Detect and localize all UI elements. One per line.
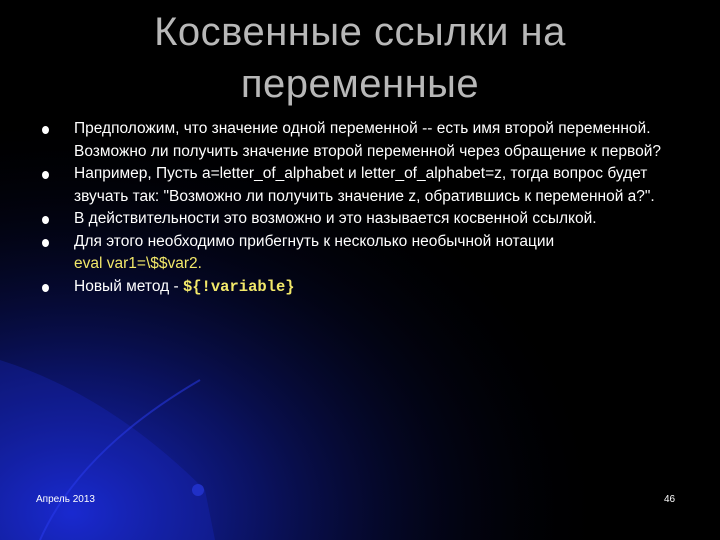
code-snippet: ${!variable}: [182, 277, 295, 296]
bullet-item: [42, 163, 672, 208]
bullet-text: Предположим, что значение одной переменной -- есть имя второй переменной. Возможно ли получить значение второй переменной через обращение к первой?: [74, 120, 661, 160]
page-number: 46: [664, 494, 676, 505]
footer-date: Апрель 2013: [36, 494, 95, 505]
bullet-text: В действительности это возможно и это называется косвенной ссылкой.: [74, 210, 597, 227]
decorative-dot: [192, 484, 204, 496]
bullet-item: [42, 208, 672, 231]
code-snippet: eval var1=\$$var2.: [74, 255, 202, 272]
bullet-list: [42, 118, 672, 298]
slide-title: [100, 6, 620, 110]
bullet-text: Новый метод -: [74, 277, 183, 295]
bullet-icon: [42, 239, 49, 247]
bullet-icon: [42, 216, 49, 224]
bullet-item: [42, 231, 672, 276]
title-line-2: переменные: [240, 62, 480, 106]
bullet-text: Например, Пусть a=letter_of_alphabet и letter_of_alphabet=z, тогда вопрос будет звучать так: "Возможно ли получить значение z, обратившись к переменной a?".: [74, 165, 655, 205]
bullet-item: [42, 276, 672, 299]
bullet-icon: [42, 171, 49, 179]
bullet-icon: [42, 126, 49, 134]
bullet-icon: [42, 284, 49, 292]
bullet-item: [42, 118, 672, 163]
title-line-1: Косвенные ссылки на: [154, 10, 566, 54]
bullet-text: Для этого необходимо прибегнуть к несколько необычной нотации: [74, 232, 555, 250]
